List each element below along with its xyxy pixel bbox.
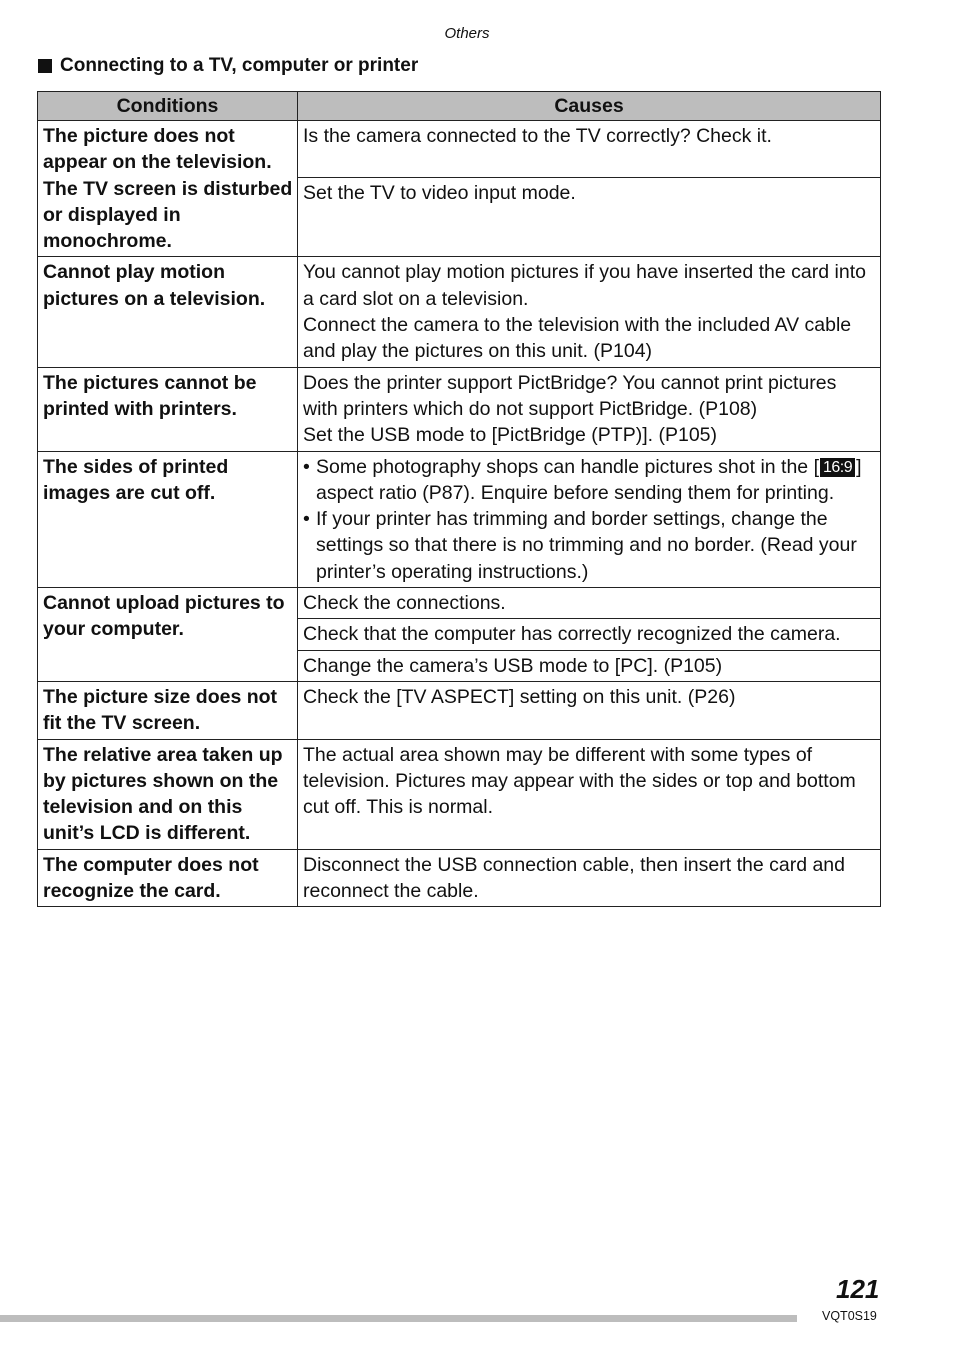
list-item [303, 506, 876, 585]
cause-cell: Set the TV to video input mode. [298, 177, 881, 257]
cause-cell: Disconnect the USB connection cable, then insert the card and reconnect the cable. [298, 849, 881, 907]
aspect-ratio-16-9-icon: 16:9 [820, 458, 855, 477]
causes-header: Causes [298, 92, 881, 121]
condition-cell: Cannot play motion pictures on a television. [38, 257, 298, 367]
condition-cell: The pictures cannot be printed with printers. [38, 367, 298, 451]
cause-cell [298, 367, 881, 451]
cause-line: Connect the camera to the television with the included AV cable and play the pictures on this unit. (P104) [303, 314, 852, 363]
black-square-icon [38, 59, 52, 73]
cause-cell: The actual area shown may be different with some types of television. Pictures may appear with the sides or top and bottom cut off. This is normal. [298, 739, 881, 849]
footer-divider [0, 1315, 797, 1322]
table-row [38, 367, 881, 451]
condition-cell: The sides of printed images are cut off. [38, 451, 298, 587]
bullet-text-end: ] aspect ratio (P87). Enquire before sending them for printing. [316, 455, 862, 504]
condition-cell: The computer does not recognize the card. [38, 849, 298, 907]
page-number: 121 [836, 1274, 880, 1304]
table-header-row [38, 92, 881, 121]
section-label: Others [444, 25, 490, 42]
section-title [38, 55, 418, 77]
troubleshooting-table [37, 91, 881, 907]
cause-cell: Check that the computer has correctly recognized the camera. [298, 619, 881, 650]
list-item [303, 454, 876, 507]
table-row [38, 451, 881, 587]
cause-cell [298, 257, 881, 367]
cause-line: Set the USB mode to [PictBridge (PTP)]. (P105) [303, 424, 718, 447]
bullet-marker: • [303, 455, 310, 478]
cause-bullet-list [303, 454, 876, 585]
conditions-header: Conditions [38, 92, 298, 121]
cause-cell: Check the [TV ASPECT] setting on this unit. (P26) [298, 681, 881, 739]
condition-cell: The picture size does not fit the TV screen. [38, 681, 298, 739]
bullet-text: If your printer has trimming and border settings, change the settings so that there is no trimming and no border. (Read your printer’s operating instructions.) [316, 508, 857, 583]
cause-cell: Check the connections. [298, 588, 881, 619]
cause-line: You cannot play motion pictures if you have inserted the card into a card slot on a television. [303, 261, 866, 310]
cause-cell [298, 451, 881, 587]
table-row [38, 681, 881, 739]
condition-cell: The relative area taken up by pictures shown on the television and on this unit’s LCD is different. [38, 739, 298, 849]
condition-cell: Cannot upload pictures to your computer. [38, 588, 298, 682]
table-row [38, 739, 881, 849]
bullet-text-start: Some photography shops can handle pictures shot in the [ [316, 455, 819, 478]
table-row [38, 257, 881, 367]
cause-cell: Change the camera’s USB mode to [PC]. (P105) [298, 650, 881, 681]
cause-cell: Is the camera connected to the TV correctly? Check it. [298, 121, 881, 178]
table-row [38, 849, 881, 907]
table-row [38, 121, 881, 178]
cause-line: Does the printer support PictBridge? You cannot print pictures with printers which do not support PictBridge. (P108) [303, 371, 837, 420]
document-code: VQT0S19 [822, 1309, 877, 1323]
condition-cell: The picture does not appear on the television. The TV screen is disturbed or displayed in monochrome. [38, 121, 298, 257]
section-title-text: Connecting to a TV, computer or printer [60, 55, 419, 76]
table-row [38, 588, 881, 619]
bullet-marker: • [303, 508, 310, 531]
